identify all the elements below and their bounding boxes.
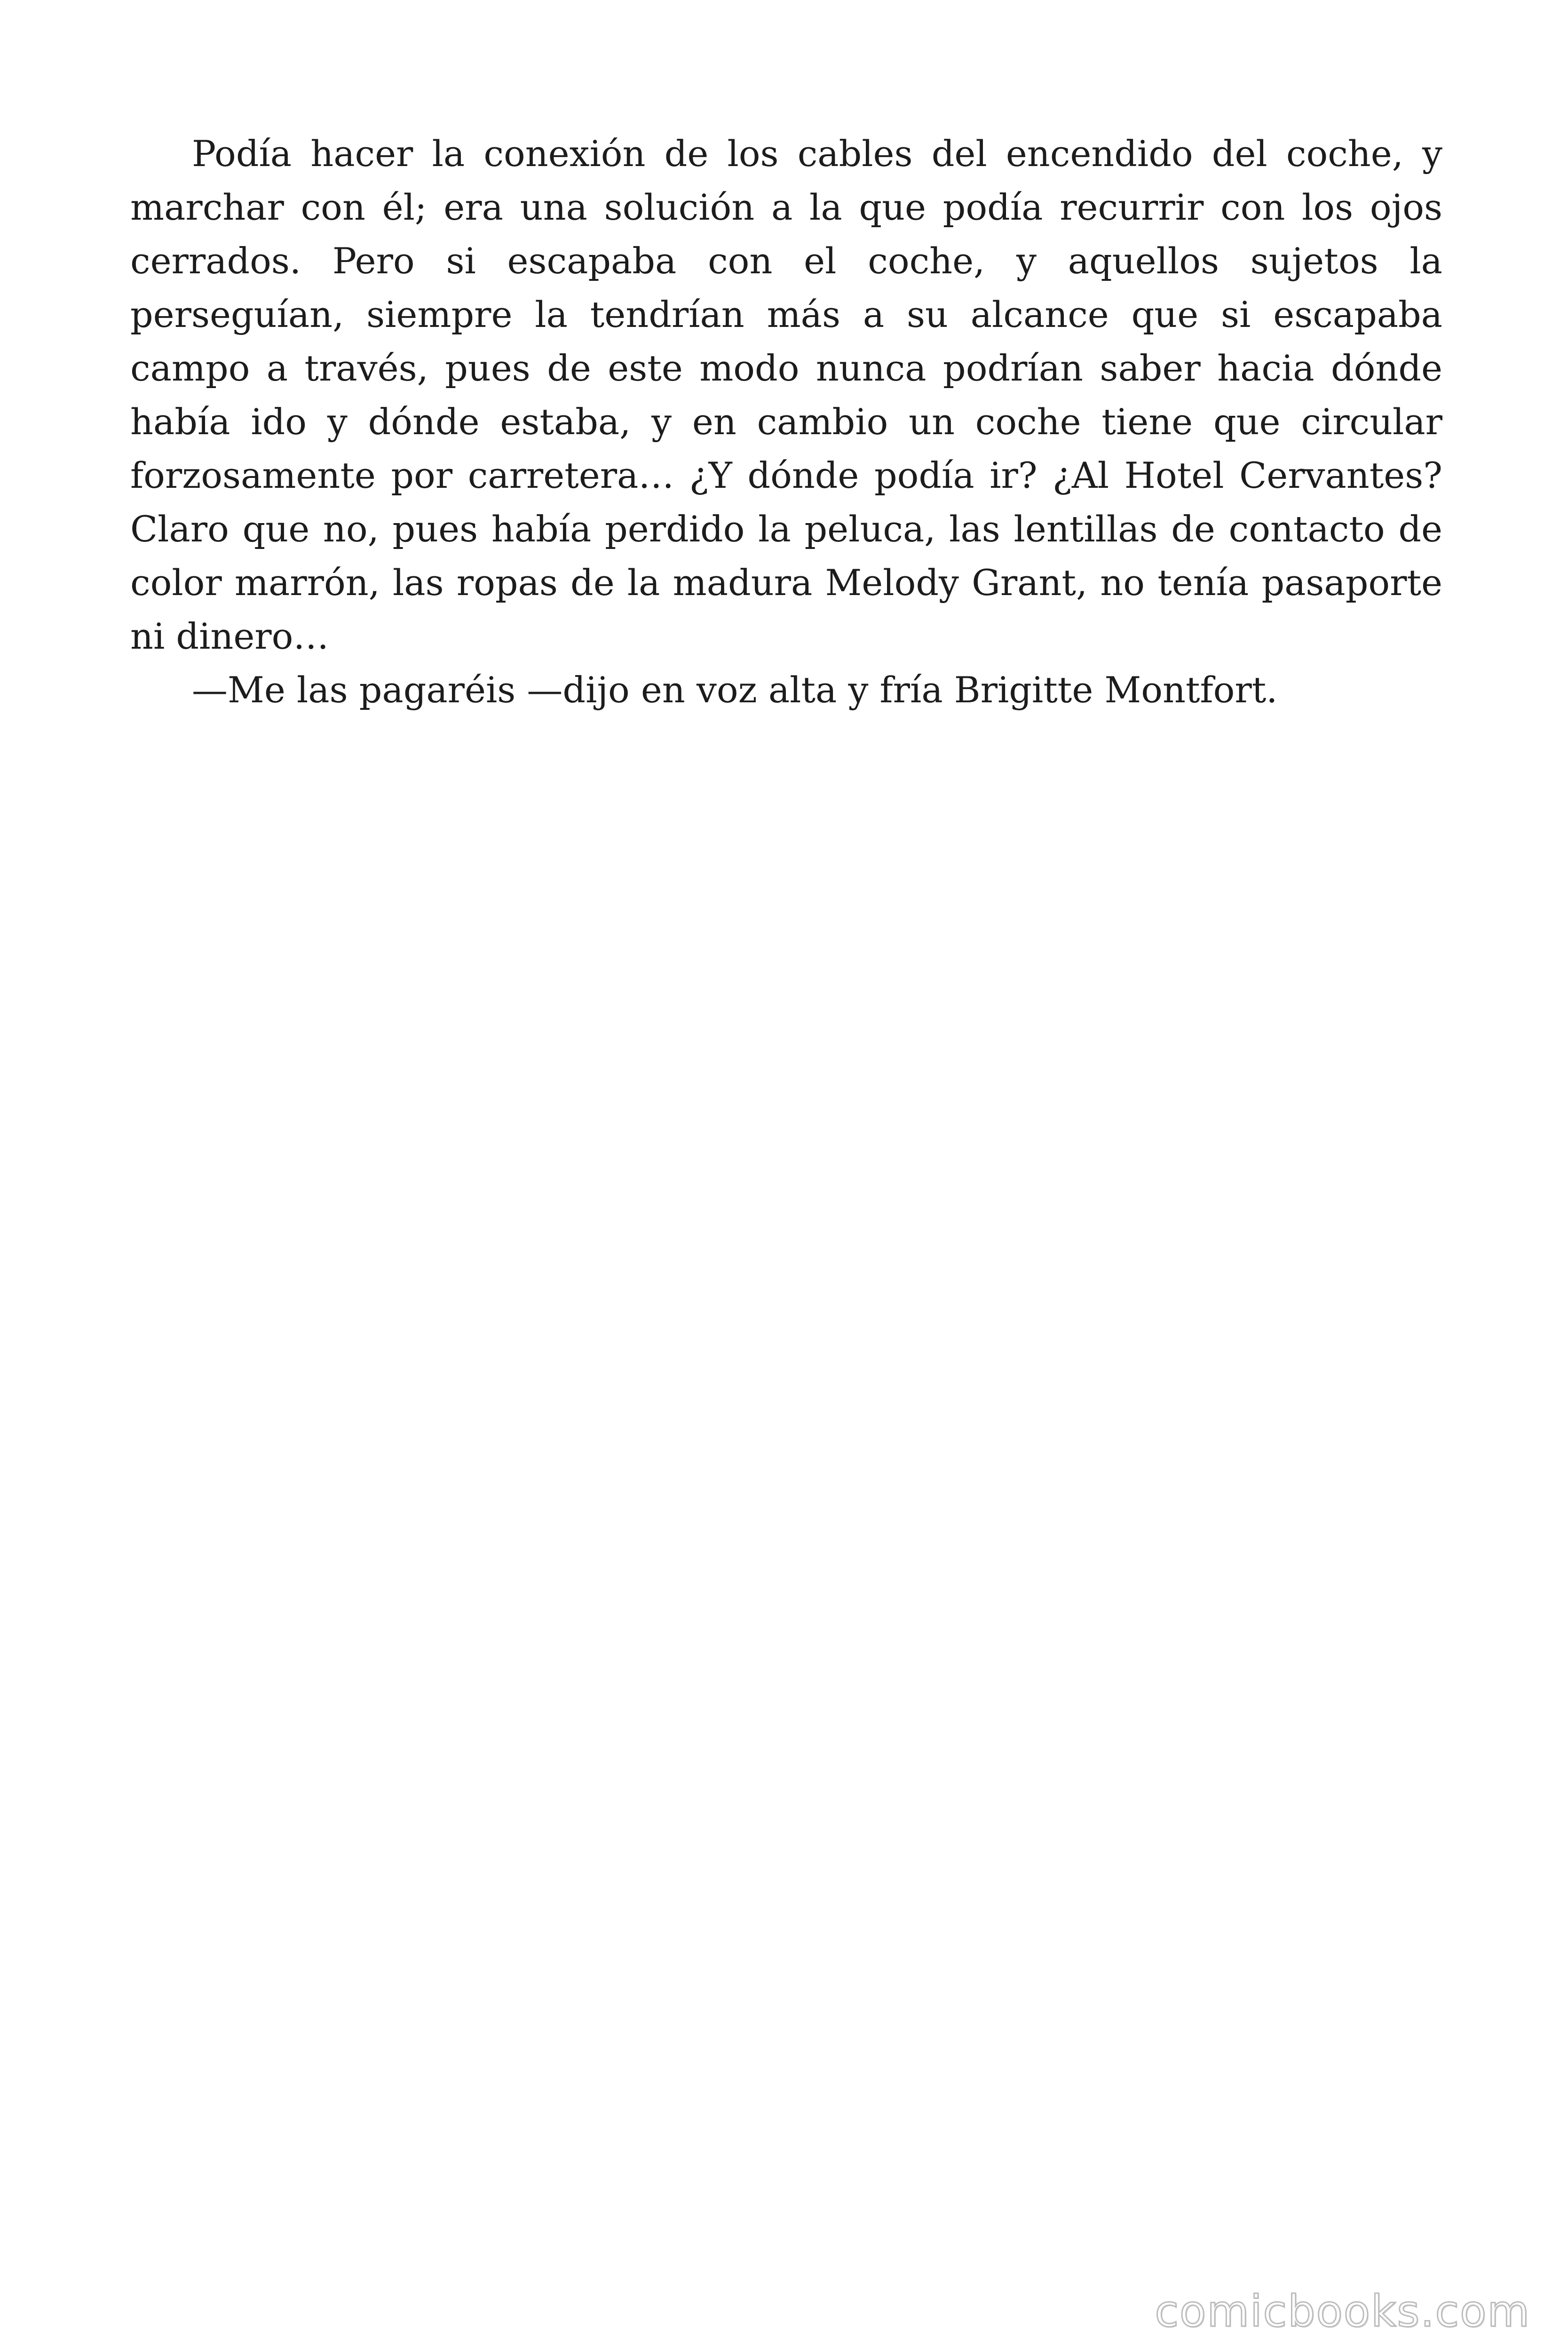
site-watermark: comicbooks.com bbox=[1155, 2286, 1530, 2336]
body-text bbox=[130, 127, 1442, 717]
paragraph-1: Podía hacer la conexión de los cables del encendido del coche, y marchar con él; era una solución a la que podía recurrir con los ojos cerrados. Pero si escapaba con el coche, y aquellos sujetos la perseguían, siempre la tendrían más a su alcance que si escapaba campo a través, pues de este modo nunca podrían saber hacia dónde había ido y dónde estaba, y en cambio un coche tiene que circular forzosamente por carretera… ¿Y dónde podía ir? ¿Al Hotel Cervantes? Claro que no, pues había perdido la peluca, las lentillas de contacto de color marrón, las ropas de la madura Melody Grant, no tenía pasaporte ni dinero… bbox=[130, 133, 1442, 657]
paragraph-2: —Me las pagaréis —dijo en voz alta y fría Brigitte Montfort. bbox=[192, 669, 1278, 711]
